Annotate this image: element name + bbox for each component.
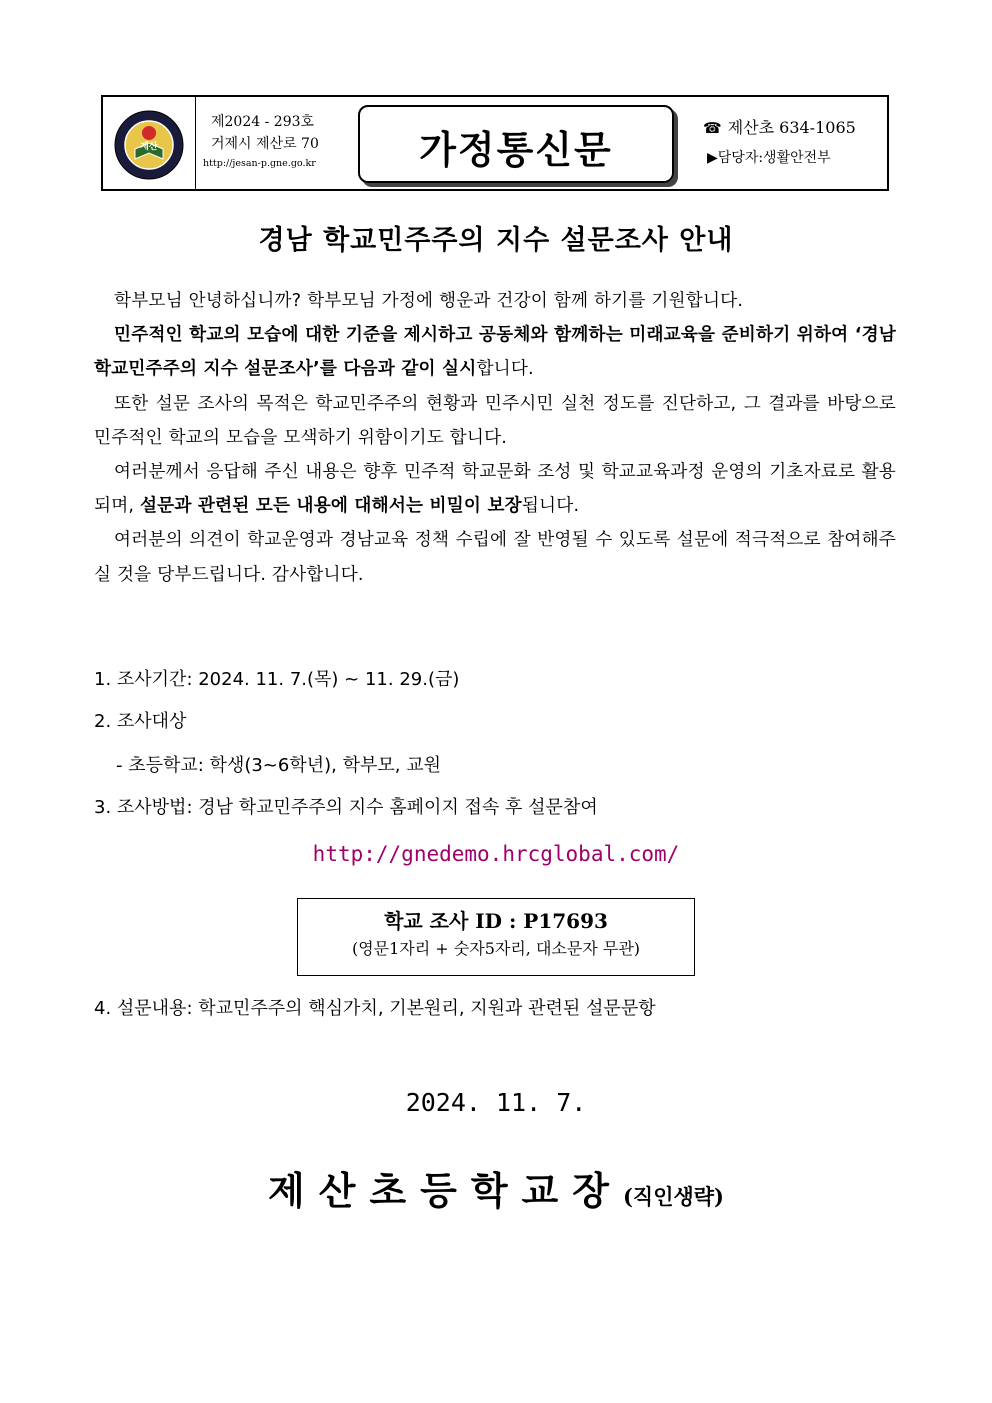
issue-info [203, 111, 353, 173]
survey-id-note: (영문1자리 + 숫자5자리, 대소문자 무관) [351, 939, 641, 958]
paragraph-privacy [94, 455, 896, 523]
seal-omitted-note: (직인생략) [622, 1184, 724, 1209]
item-survey-period: 1. 조사기간: 2024. 11. 7.(목) ~ 11. 29.(금) [94, 669, 460, 690]
document-body [94, 284, 896, 592]
privacy-text: 여러분께서 응답해 주신 내용은 향후 민주적 학교문화 조성 및 학교교육과정 운영의 기초자료로 활용되며, [94, 462, 896, 517]
document-title: 경남 학교민주주의 지수 설문조사 안내 [258, 225, 734, 256]
school-logo-cell [103, 97, 196, 189]
privacy-end: 됩니다. [521, 496, 580, 517]
signature-line [0, 1160, 992, 1215]
item-survey-target-detail: - 초등학교: 학생(3~6학년), 학부모, 교원 [116, 755, 441, 776]
newsletter-title-frame [358, 105, 674, 183]
issue-number: 제2024 - 293호 [211, 114, 315, 130]
document-date: 2024. 11. 7. [405, 1088, 587, 1117]
survey-id-box [297, 898, 695, 976]
purpose-end: 합니다. [476, 359, 534, 380]
newsletter-header [101, 95, 889, 191]
contact-person: ▶담당자:생활안전부 [707, 150, 831, 166]
school-address: 거제시 제산로 70 [211, 136, 319, 152]
purpose-emphasis: 민주적인 학교의 모습에 대한 기준을 제시하고 공동체와 함께하는 미래교육을 준비하기 위하여 ‘경남 학교민주주의 지수 설문조사’를 다음과 같이 실시 [94, 325, 896, 380]
school-logo [113, 109, 185, 181]
contact-phone [703, 113, 883, 143]
paragraph-purpose [94, 318, 896, 386]
principal-signature: 제산초등학교장 [268, 1168, 623, 1213]
paragraph-objective: 또한 설문 조사의 목적은 학교민주주의 현황과 민주시민 실천 정도를 진단하고, 그 결과를 바탕으로 민주적인 학교의 모습을 모색하기 위함이기도 합니다. [94, 393, 896, 448]
privacy-emphasis: 설문과 관련된 모든 내용에 대해서는 비밀이 보장 [139, 496, 522, 517]
item-survey-method: 3. 조사방법: 경남 학교민주주의 지수 홈페이지 접속 후 설문참여 [94, 797, 598, 818]
telephone-icon: ☎ [703, 119, 722, 137]
paragraph-closing: 여러분의 의견이 학교운영과 경남교육 정책 수립에 잘 반영될 수 있도록 설문에 적극적으로 참여해주실 것을 당부드립니다. 감사합니다. [94, 530, 896, 585]
contact-info [703, 113, 883, 173]
newsletter-title: 가정통신문 [419, 127, 613, 172]
paragraph-greeting: 학부모님 안녕하십니까? 학부모님 가정에 행운과 건강이 함께 하기를 기원합니다. [114, 291, 744, 311]
school-url[interactable]: http://jesan-p.gne.go.kr [203, 158, 316, 169]
item-survey-target: 2. 조사대상 [94, 711, 187, 732]
phone-number: 제산초 634-1065 [727, 118, 856, 137]
item-survey-content: 4. 설문내용: 학교민주주의 핵심가치, 기본원리, 지원과 관련된 설문문항 [94, 998, 656, 1019]
survey-id: 학교 조사 ID : P17693 [384, 909, 608, 933]
logo-text: 제산 [140, 142, 158, 152]
survey-link[interactable]: http://gnedemo.hrcglobal.com/ [312, 842, 680, 866]
